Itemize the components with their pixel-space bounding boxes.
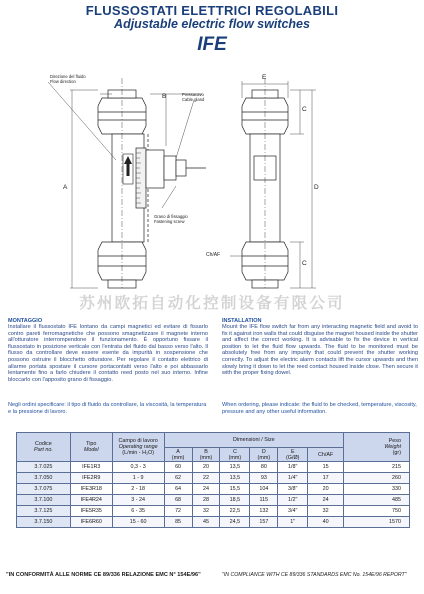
cell-code: 3.7.125 [17,506,71,517]
header-weight-it: Peso [388,438,401,444]
table-row [17,462,410,473]
header-dim-b [192,448,220,462]
cell-d: 132 [250,506,278,517]
dimension-c-top-label: C [302,106,307,113]
header-weight-unit: (gr) [392,450,401,456]
cell-c: 15,5 [220,484,250,495]
dimension-a-label: A [63,184,68,191]
cell-type: IFE5R35 [70,506,112,517]
installation-heading: INSTALLATION [222,318,262,324]
cell-d: 80 [250,462,278,473]
header-dim-d [250,448,278,462]
installation-note: When ordering, please indicate: the fluid to be checked, temperature, viscosity, pressure and any other useful information. [222,402,417,415]
cell-d: 104 [250,484,278,495]
page-title-english: Adjustable electric flow switches [114,17,310,31]
cell-type: IFE4R24 [70,495,112,506]
dim-chaf-name: Ch/AF [318,451,334,458]
cell-b: 32 [192,506,220,517]
dimension-c-bottom-label: C [302,260,307,267]
dim-b-name: B [204,448,208,455]
cell-range: 1 - 9 [112,473,164,484]
header-dimensions: Dimensioni / Size [164,433,344,448]
dim-d-name: D [261,448,266,455]
ce-compliance-italian: "IN CONFORMITÀ ALLE NORME CE 89/336 RELAZIONE EMC N° 154E/96" [6,572,201,578]
cell-b: 28 [192,495,220,506]
header-weight-en: Weight [384,444,401,450]
header-code [17,433,71,462]
technical-drawing [0,60,424,290]
cell-range: 3 - 24 [112,495,164,506]
cell-e: 1/2" [278,495,308,506]
cell-a: 64 [164,484,192,495]
cell-c: 24,5 [220,517,250,528]
cell-weight: 485 [344,495,410,506]
cell-code: 3.7.150 [17,517,71,528]
header-type [70,433,112,462]
cable-gland-caption: Pressacavo Cable gland [182,92,205,102]
cell-a: 62 [164,473,192,484]
header-range-unit: (L/min - H₂O) [122,450,155,456]
specification-table [16,432,410,528]
model-name: IFE [197,34,227,55]
header-dim-e [278,448,308,462]
cell-a: 60 [164,462,192,473]
cell-c: 18,5 [220,495,250,506]
cell-e: 3/8" [278,484,308,495]
cell-chaf: 24 [308,495,344,506]
cell-c: 13,5 [220,473,250,484]
dimension-e-label: E [262,74,267,81]
cell-c: 22,5 [220,506,250,517]
cell-type: IFE2R9 [70,473,112,484]
header-type-it: Tipo [86,441,97,447]
cell-weight: 260 [344,473,410,484]
header-dim-a [164,448,192,462]
table-row [17,495,410,506]
cell-range: 15 - 60 [112,517,164,528]
header-dim-chaf [308,448,344,462]
cell-c: 13,5 [220,462,250,473]
montaggio-heading: MONTAGGIO [8,318,43,324]
dimension-d-label: D [314,184,319,191]
cell-weight: 1570 [344,517,410,528]
dim-c-unit: (mm) [228,454,242,461]
fastening-screw-caption: Grano di fissaggio Fastening screw [154,214,188,224]
dim-b-unit: (mm) [199,454,213,461]
cell-e: 1/4" [278,473,308,484]
table-row [17,517,410,528]
dimension-chaf-label: Ch/AF [206,252,221,258]
table-row [17,484,410,495]
cell-code: 3.7.100 [17,495,71,506]
header-code-it: Codice [35,441,52,447]
flow-arrow-icon [123,154,133,184]
header-type-en: Model [83,447,99,453]
table-row [17,506,410,517]
cell-d: 93 [250,473,278,484]
cell-a: 72 [164,506,192,517]
page-title-italian: FLUSSOSTATI ELETTRICI REGOLABILI [85,3,339,18]
cell-b: 22 [192,473,220,484]
cell-chaf: 17 [308,473,344,484]
cell-chaf: 20 [308,484,344,495]
dim-c-name: C [232,448,237,455]
cell-code: 3.7.075 [17,484,71,495]
cell-type: IFE3R18 [70,484,112,495]
header-range-it: Campo di lavoro [118,438,158,444]
cell-type: IFE1R3 [70,462,112,473]
cell-b: 45 [192,517,220,528]
cell-d: 157 [250,517,278,528]
cell-range: 6 - 35 [112,506,164,517]
cell-chaf: 15 [308,462,344,473]
flow-direction-caption: Direzione del fluido Flow direction [50,74,86,84]
cell-d: 115 [250,495,278,506]
header-dim-c [220,448,250,462]
header-range [112,433,164,462]
dim-d-unit: (mm) [257,454,271,461]
cell-a: 85 [164,517,192,528]
cell-e: 1" [278,517,308,528]
dim-e-name: E [290,448,295,455]
cell-code: 3.7.050 [17,473,71,484]
cell-b: 24 [192,484,220,495]
cell-chaf: 32 [308,506,344,517]
cell-a: 68 [164,495,192,506]
cell-range: 2 - 18 [112,484,164,495]
cell-chaf: 40 [308,517,344,528]
installation-body: Mount the IFE flow switch far from any interacting magnetic field and avoid to fix it against iron walls that could disguise the magnet housed inside the shutter and affect the correct working. It is advisable to fix the device in vertical position to let the fluid flow upwards. The fluid to be monitored must be absolutely free from any impurity that could prevent the shutter working correctly. To adjust the electric alarm contacts lift the cursor upwards and then slowly bring it down to let the reed contact housed inside close. Then secure it with the proper fixing dowel. [222,324,418,377]
cell-weight: 215 [344,462,410,473]
montaggio-note: Negli ordini specificare: il tipo di fluido da controllare, la viscosità, la temperatura e la pressione di lavoro. [8,402,207,415]
cell-e: 1/8" [278,462,308,473]
ce-compliance-english: "IN COMPLIANCE WITH CE 89/336 STANDARDS EMC No. 154E/96 REPORT" [222,572,407,578]
cell-range: 0,3 - 3 [112,462,164,473]
table-row [17,473,410,484]
header-weight [344,433,410,462]
header-code-en: Part no. [33,447,53,453]
cell-b: 20 [192,462,220,473]
cell-weight: 750 [344,506,410,517]
cell-code: 3.7.025 [17,462,71,473]
dim-a-name: A [176,448,180,455]
dim-a-unit: (mm) [171,454,185,461]
header-range-en: Operating range [118,444,158,450]
dimension-b-label: B [162,93,167,100]
montaggio-body: Installare il flussostato IFE lontano da campi magnetici ed evitare di fissarlo contro pareti ferromagnetiche che possono smagnetizzare il magnete interno all'otturatore interrompendone il funzionamento. È opportuno fissare il flussostato in posizione verticale con l'entrata del fluido dal basso verso l'alto. Il flusso da controllare deve essere esente da impurità in sospensione che possono ostruire il blocchetto otturatore. Per regolare il contatto elettrico di allarme portata spostare il cursore portacontatti verso l'alto e poi abbassarlo lentamente fino a farlo chiudere il contatto reed posto nel suo interno. Infine bloccarlo con l'apposito grano di fissaggio. [8,324,208,383]
watermark: 苏州欧拓自动化控制设备有限公司 [79,295,345,312]
cell-type: IFE6R60 [70,517,112,528]
cell-e: 3/4" [278,506,308,517]
cell-weight: 330 [344,484,410,495]
dim-e-unit: (G/Ø) [286,454,300,461]
left-view-cable-gland [146,150,206,188]
